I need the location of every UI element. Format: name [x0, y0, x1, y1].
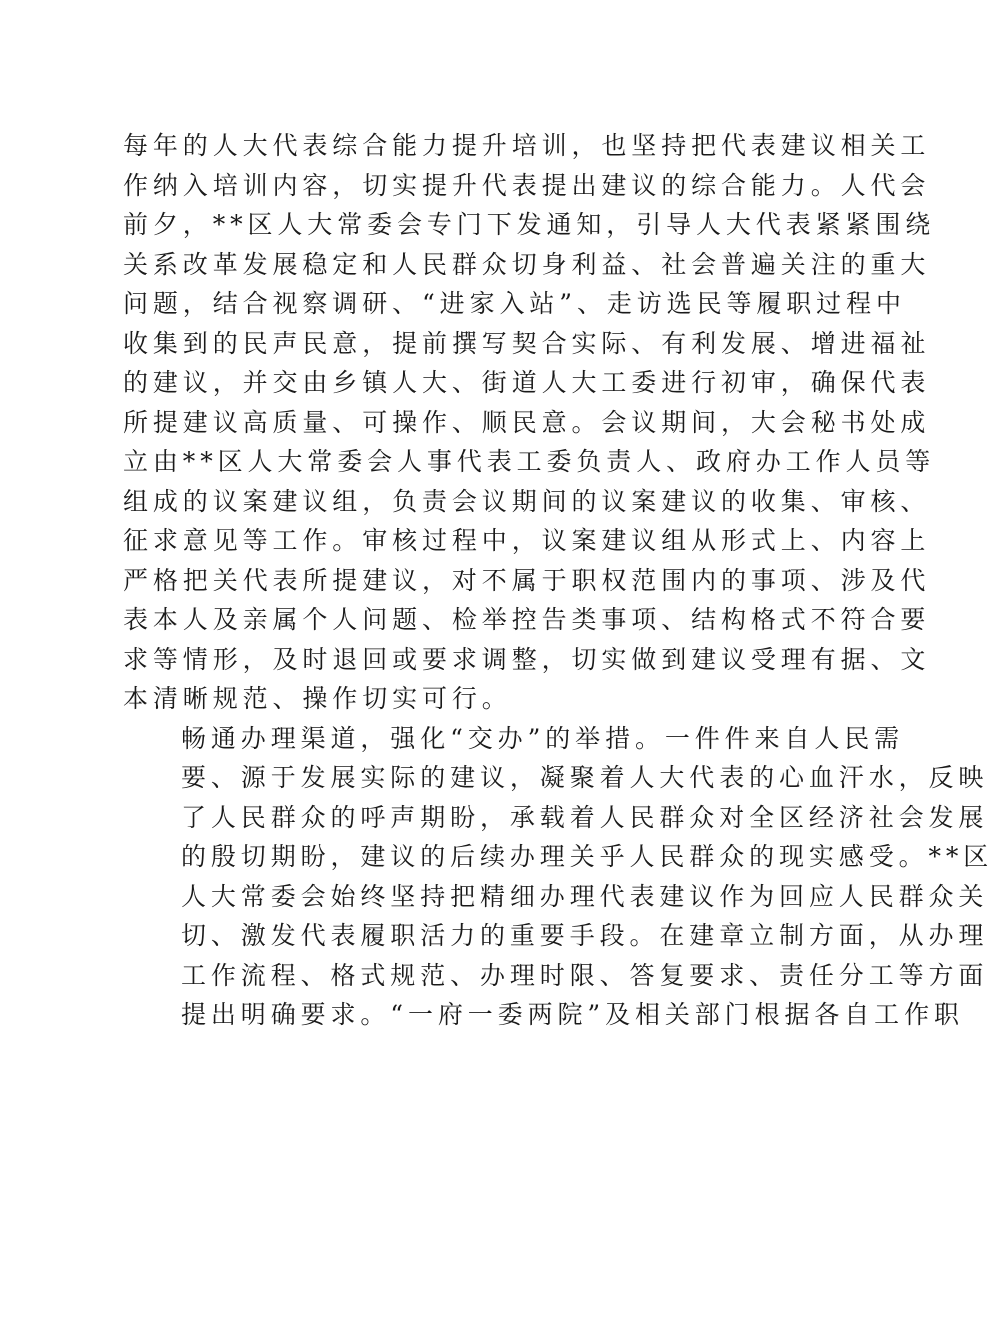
text-line: 征求意见等工作。审核过程中，议案建议组从形式上、内容上	[123, 526, 931, 555]
text-line: 求等情形，及时退回或要求调整，切实做到建议受理有据、文	[123, 644, 931, 674]
text-line: 工作流程、格式规范、办理时限、答复要求、责任分工等方面	[181, 960, 989, 990]
text-line: 前夕，**区人大常委会专门下发通知，引导人大代表紧紧围绕	[123, 210, 936, 239]
text-line: 表本人及亲属个人问题、检举控告类事项、结构格式不符合要	[123, 605, 931, 634]
text-line: 严格把关代表所提建议，对不属于职权范围内的事项、涉及代	[123, 565, 931, 595]
text-line: 要、源于发展实际的建议，凝聚着人大代表的心血汗水，反映	[181, 763, 989, 792]
text-line: 了人民群众的呼声期盼，承载着人民群众对全区经济社会发展	[181, 802, 989, 832]
text-line: 收集到的民声民意，提前撰写契合实际、有利发展、增进福祉	[123, 328, 931, 358]
text-line: 提出明确要求。“一府一委两院”及相关部门根据各自工作职	[181, 1000, 964, 1029]
text-line: 切、激发代表履职活力的重要手段。在建章立制方面，从办理	[181, 921, 989, 950]
text-line: 人大常委会始终坚持把精细办理代表建议作为回应人民群众关	[181, 881, 989, 911]
text-line: 立由**区人大常委会人事代表工委负责人、政府办工作人员等	[123, 447, 936, 476]
paragraph	[123, 126, 936, 719]
text-line: 的殷切期盼，建议的后续办理关乎人民群众的现实感受。**区	[181, 842, 993, 871]
text-line: 关系改革发展稳定和人民群众切身利益、社会普遍关注的重大	[123, 249, 931, 279]
text-line: 组成的议案建议组，负责会议期间的议案建议的收集、审核、	[123, 486, 931, 516]
text-line: 问题，结合视察调研、“进家入站”、走访选民等履职过程中	[123, 289, 906, 318]
text-line: 作纳入培训内容，切实提升代表提出建议的综合能力。人代会	[123, 170, 931, 200]
body-text	[123, 126, 993, 1035]
text-line: 每年的人大代表综合能力提升培训，也坚持把代表建议相关工	[123, 131, 931, 160]
text-line: 本清晰规范、操作切实可行。	[123, 684, 512, 713]
paragraph	[123, 719, 993, 1035]
text-line: 所提建议高质量、可操作、顺民意。会议期间，大会秘书处成	[123, 407, 931, 437]
text-line: 畅通办理渠道，强化“交办”的举措。一件件来自人民需	[181, 723, 905, 753]
text-line: 的建议，并交由乡镇人大、街道人大工委进行初审，确保代表	[123, 368, 931, 397]
